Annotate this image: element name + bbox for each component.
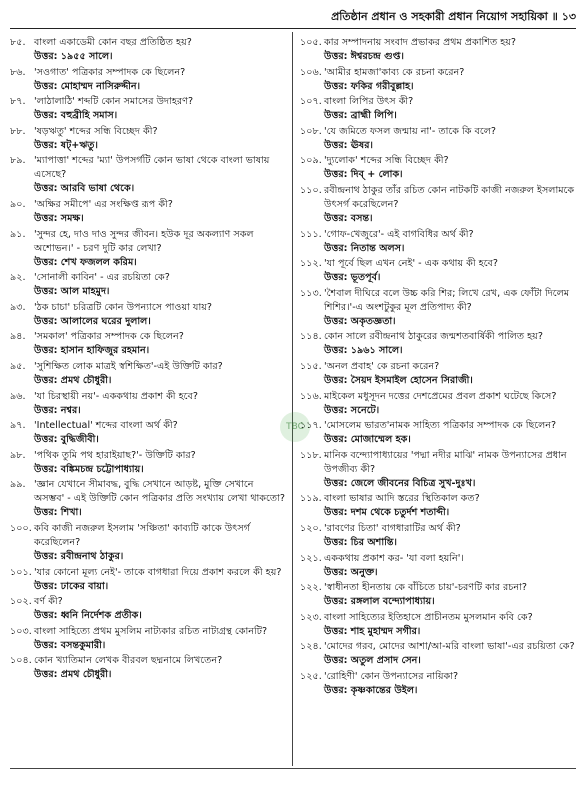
question-text: 'দ্যুলোক' শব্দের সন্ধি বিচ্ছেদ কী?	[324, 155, 449, 167]
question-number: ১০৭.	[300, 96, 322, 108]
question-text: 'সুন্দর হে, দাও দাও সুন্দর জীবন। হউক দূর অকল্যাণ সকল অশোভন।' - চরণ দুটি কার লেখা?	[34, 228, 254, 254]
question-number: ৯৯.	[10, 479, 26, 491]
answer-text: উত্তর: ফকির গরীবুল্লাহ।	[324, 80, 414, 92]
question-text: 'রাবণের চিতা' বাগধারাটির অর্থ কী?	[324, 522, 461, 534]
question-item	[300, 492, 576, 520]
answer-text: উত্তর: ঢাকের বায়া।	[34, 580, 109, 592]
question-row	[300, 184, 576, 212]
question-number: ১২৩.	[300, 611, 322, 623]
question-item	[300, 449, 576, 491]
question-row	[10, 36, 286, 50]
question-item	[10, 36, 286, 64]
answer-text: উত্তর: মোহাম্মদ নাসিরুদ্দীন।	[34, 80, 141, 92]
answer-text: উত্তর: ভূতপূর্ব।	[324, 272, 381, 284]
question-row	[300, 492, 576, 506]
answer-text: উত্তর: রবীন্দ্রনাথ ঠাকুর।	[34, 550, 124, 562]
question-item	[10, 522, 286, 564]
question-row	[10, 330, 286, 344]
answer-text: উত্তর: সমক্ষ।	[34, 212, 84, 224]
question-row	[300, 419, 576, 433]
question-number: ৮৯.	[10, 155, 26, 167]
question-item	[10, 301, 286, 329]
question-text: 'রোহিণী' কোন উপন্যাসের নায়িকা?	[324, 670, 459, 682]
question-number: ১১৩.	[300, 287, 322, 299]
question-number: ১০০.	[10, 522, 32, 534]
question-row	[10, 654, 286, 668]
answer-text: উত্তর: বুদ্ধিজীবী।	[34, 434, 99, 446]
question-row	[10, 271, 286, 285]
question-item	[10, 95, 286, 123]
question-number: ৯৬.	[10, 390, 26, 402]
question-item	[10, 625, 286, 653]
answer-text: উত্তর: নিতান্ত অলস।	[324, 242, 405, 254]
question-item	[300, 581, 576, 609]
question-item	[300, 125, 576, 153]
question-text: এককথায় প্রকাশ কর- 'যা বলা হয়নি'।	[324, 552, 464, 564]
question-row	[300, 611, 576, 625]
question-row	[10, 66, 286, 80]
question-text: 'জ্ঞান যেখানে সীমাবদ্ধ, বুদ্ধি সেখানে আড়ষ্ট, মুক্তি সেখানে অসম্ভব' - এই উক্তিটি কোন পত্রিকার প্রতি সংখ্যায় লেখা থাকতো?	[34, 479, 285, 505]
answer-text: উত্তর: নশ্বর।	[34, 404, 81, 416]
question-item	[10, 654, 286, 682]
question-item	[300, 522, 576, 550]
question-text: বাংলা লিপির উৎস কী?	[324, 96, 414, 108]
question-number: ১০১.	[10, 566, 32, 578]
question-item	[300, 36, 576, 64]
question-row	[300, 670, 576, 684]
answer-text: উত্তর: আরবি ভাষা থেকে।	[34, 183, 135, 195]
question-number: ৯৪.	[10, 331, 26, 343]
answer-text: উত্তর: আলালের ঘরের দুলাল।	[34, 315, 151, 327]
question-row	[10, 419, 286, 433]
question-item	[10, 228, 286, 270]
question-row	[300, 449, 576, 477]
question-text: 'সওগাত' পত্রিকার সম্পাদক কে ছিলেন?	[34, 66, 186, 78]
question-item	[10, 66, 286, 94]
question-row	[10, 301, 286, 315]
question-row	[10, 228, 286, 256]
question-item	[300, 611, 576, 639]
question-text: কার সম্পাদনায় সংবাদ প্রভাকর প্রথম প্রকাশিত হয়?	[324, 37, 516, 48]
question-text: 'যা চিরস্থায়ী নয়'- এককথায় প্রকাশ কী হবে?	[34, 390, 198, 402]
answer-text: উত্তর: চির অশান্তি।	[324, 536, 397, 548]
question-row	[300, 581, 576, 595]
question-row	[300, 66, 576, 80]
question-text: 'সোনালী কাবিন' - এর রচয়িতা কে?	[34, 272, 170, 284]
question-text: 'আমীর হামজা'কাব্য কে রচনা করেন?	[324, 66, 465, 78]
question-row	[300, 390, 576, 404]
answer-text: উত্তর: শেখ ফজলল করিম।	[34, 256, 137, 268]
question-number: ৮৫.	[10, 37, 26, 48]
watermark-text: TBC	[286, 422, 304, 432]
question-row	[300, 360, 576, 374]
answer-text: উত্তর: সনেটে।	[324, 404, 380, 416]
question-item	[10, 125, 286, 153]
column-divider	[292, 32, 293, 766]
question-item	[300, 360, 576, 388]
question-row	[10, 95, 286, 109]
question-item	[10, 154, 286, 196]
question-item	[300, 390, 576, 418]
question-number: ১১৯.	[300, 493, 322, 505]
question-number: ১১০.	[300, 184, 322, 196]
answer-text: উত্তর: অতুল প্রসাদ সেন।	[324, 655, 421, 667]
bottom-rule	[10, 768, 576, 769]
answer-text: উত্তর: সৈয়দ ইসমাইল হোসেন সিরাজী।	[324, 374, 473, 386]
question-row	[10, 566, 286, 580]
watermark-logo	[280, 412, 310, 442]
question-item	[300, 95, 576, 123]
question-row	[300, 228, 576, 242]
question-text: 'গোফ-খেজুরে'- এই বাগবিধির অর্থ কী?	[324, 228, 474, 240]
question-number: ১০২.	[10, 596, 32, 608]
question-number: ১১১.	[300, 228, 322, 240]
answer-text: উত্তর: শিখা।	[34, 507, 82, 519]
answer-text: উত্তর: ষট্‌+ঋতু।	[34, 139, 98, 151]
question-text: বাংলা সাহিত্যে প্রথম মুসলিম নাট্যকার রচিত নাট্যগ্রন্থ কোনটি?	[34, 625, 268, 637]
question-number: ১২১.	[300, 552, 322, 564]
answer-text: উত্তর: অনুক্ত।	[324, 566, 378, 578]
answer-text: উত্তর: রঙ্গলাল বন্দ্যোপাধ্যায়।	[324, 596, 435, 608]
answer-text: উত্তর: শাহ মুহাম্মদ সগীর।	[324, 625, 421, 637]
question-row	[300, 552, 576, 566]
question-number: ১১৭.	[300, 420, 322, 432]
question-text: 'শৈবাল দীঘিরে বলে উচ্চ করি শির; লিখে রেখ, এক ফোঁটা দিলেম শিশির।'-এ অংশটুকুর মূল প্রতিপাদ্য কী?	[324, 287, 570, 313]
question-number: ১০৬.	[300, 66, 322, 78]
answer-text: উত্তর: বঙ্কিমচন্দ্র চট্টোপাধ্যায়।	[34, 463, 144, 475]
question-number: ১১২.	[300, 258, 322, 270]
answer-text: উত্তর: আল মাহমুদ।	[34, 286, 110, 298]
question-item	[300, 287, 576, 329]
question-number: ৮৬.	[10, 66, 26, 78]
question-item	[10, 478, 286, 520]
answer-text: উত্তর: ঊষর।	[324, 139, 373, 151]
question-text: বর্ণ কী?	[34, 596, 63, 608]
answer-text: উত্তর: হাসান হাফিজুর রহমান।	[34, 345, 150, 357]
answer-text: উত্তর: বহুব্রীহি সমাস।	[34, 110, 118, 122]
question-text: বাংলা একাডেমী কোন বছর প্রতিষ্ঠিত হয়?	[34, 37, 192, 48]
question-text: 'যে জমিতে ফসল জন্মায় না'- তাকে কি বলে?	[324, 125, 496, 137]
question-text: 'মোদের গরব, মোদের আশা/আ-মরি বাংলা ভাষা'-এর রচয়িতা কে?	[324, 641, 575, 653]
question-item	[300, 552, 576, 580]
question-row	[10, 449, 286, 463]
question-text: মাইকেল মধুসূদন দত্তের দেশপ্রেমের প্রবল প্রকাশ ঘটেছে কিসে?	[324, 390, 557, 402]
question-item	[300, 330, 576, 358]
question-row	[10, 625, 286, 639]
question-item	[300, 419, 576, 447]
question-text: 'যা পূর্বে ছিল এখন নেই' - এক কথায় কী হবে?	[324, 258, 498, 270]
question-row	[300, 154, 576, 168]
question-number: ১০৯.	[300, 155, 322, 167]
question-number: ১১৫.	[300, 360, 322, 372]
question-text: রবীন্দ্রনাথ ঠাকুর তাঁর রচিত কোন নাটকটি কাজী নজরুল ইসলামকে উৎসর্গ করেছিলেন?	[324, 184, 575, 210]
question-item	[10, 595, 286, 623]
question-row	[10, 478, 286, 506]
question-text: 'ঠক চাচা' চরিত্রটি কোন উপন্যাসে পাওয়া যায়?	[34, 301, 212, 313]
question-row	[300, 287, 576, 315]
answer-text: উত্তর: ধ্বনি নির্দেশক প্রতীক।	[34, 610, 142, 622]
question-item	[300, 670, 576, 698]
question-number: ৮৮.	[10, 125, 26, 137]
question-item	[10, 360, 286, 388]
question-number: ১২৫.	[300, 670, 322, 682]
answer-text: উত্তর: ১৯৫৫ সালে।	[34, 51, 113, 62]
answer-text: উত্তর: দিব্‌ + লোক।	[324, 169, 403, 181]
question-item	[300, 257, 576, 285]
question-item	[300, 228, 576, 256]
question-text: 'অনল প্রবাহ' কে রচনা করেন?	[324, 360, 440, 372]
question-number: ৯৫.	[10, 360, 26, 372]
question-item	[10, 198, 286, 226]
question-number: ১০৩.	[10, 625, 32, 637]
question-number: ১১৮.	[300, 449, 322, 461]
page-header	[10, 6, 576, 29]
answer-text: উত্তর: প্রমথ চৌধুরী।	[34, 374, 112, 386]
question-text: মানিক বন্দ্যোপাধ্যায়ের 'পদ্মা নদীর মাঝি' নামক উপন্যাসের প্রধান উপজীব্য কী?	[324, 449, 567, 475]
question-number: ১১৪.	[300, 331, 322, 343]
question-item	[10, 566, 286, 594]
question-text: 'পথিক তুমি পথ হারাইয়াছ?'- উক্তিটি কার?	[34, 449, 196, 461]
question-number: ৯৮.	[10, 449, 26, 461]
question-number: ১০৮.	[300, 125, 322, 137]
page-header-title: প্রতিষ্ঠান প্রধান ও সহকারী প্রধান নিয়োগ সহায়িকা ॥ ১৩	[331, 10, 576, 23]
question-row	[300, 95, 576, 109]
question-number: ৯১.	[10, 228, 26, 240]
question-number: ১২৪.	[300, 641, 322, 653]
answer-text: উত্তর: মোজাম্মেল হক।	[324, 434, 411, 446]
answer-text: উত্তর: ১৯৬১ সালে।	[324, 345, 403, 357]
question-row	[10, 154, 286, 182]
question-number: ৯২.	[10, 272, 26, 284]
question-number: ৮৭.	[10, 96, 26, 108]
answer-text: উত্তর: জেলে জীবনের বিচিত্র সুখ-দুঃখ।	[324, 477, 476, 489]
question-text: বাংলা ভাষার আদি স্তরের স্থিতিকাল কত?	[324, 493, 480, 505]
question-item	[300, 184, 576, 226]
question-number: ১১৬.	[300, 390, 322, 402]
question-item	[10, 449, 286, 477]
question-row	[10, 522, 286, 550]
answer-text: উত্তর: ব্রাহ্মী লিপি।	[324, 110, 397, 122]
question-number: ৯৭.	[10, 420, 26, 432]
question-text: 'ষড়ঋতু' শব্দের সন্ধি বিচ্ছেদ কী?	[34, 125, 158, 137]
question-number: ৯০.	[10, 198, 26, 210]
answer-text: উত্তর: অকৃতজ্ঞতা।	[324, 315, 396, 327]
question-text: কোন সালে রবীন্দ্রনাথ ঠাকুরের জন্মশতবার্ষিকী পালিত হয়?	[324, 331, 543, 343]
question-item	[300, 66, 576, 94]
question-text: 'যার কোনো মূল্য নেই'- তাকে বাগধারা দিয়ে প্রকাশ করলে কী হয়?	[34, 566, 282, 578]
question-number: ১২০.	[300, 522, 322, 534]
question-item	[10, 271, 286, 299]
question-text: কবি কাজী নজরুল ইসলাম 'সঞ্চিতা' কাব্যটি কাকে উৎসর্গ করেছিলেন?	[34, 522, 250, 548]
question-text: 'ম্যাপাত্তা' শব্দের 'ম্যা' উপসর্গটি কোন ভাষা থেকে বাংলা ভাষায় এসেছে?	[34, 155, 270, 181]
question-row	[300, 640, 576, 654]
answer-text: উত্তর: বসন্তকুমারী।	[34, 639, 106, 651]
question-row	[10, 125, 286, 139]
question-item	[300, 640, 576, 668]
question-row	[10, 198, 286, 212]
question-text: 'লাঠালাঠি' শব্দটি কোন সমাসের উদাহরণ?	[34, 96, 194, 108]
question-number: ৯৩.	[10, 301, 26, 313]
question-item	[300, 154, 576, 182]
answer-text: উত্তর: দশম থেকে চতুর্দশ শতাব্দী।	[324, 507, 450, 519]
question-text: 'সুশিক্ষিত লোক মাত্রই স্বশিক্ষিত'-এই উক্তিটি কার?	[34, 360, 223, 372]
answer-text: উত্তর: বসন্ত।	[324, 212, 373, 224]
question-row	[300, 125, 576, 139]
question-row	[10, 595, 286, 609]
question-text: 'মোসলেম ভারত'নামক সাহিত্য পত্রিকার সম্পাদক কে ছিলেন?	[324, 420, 557, 432]
question-number: ১০৪.	[10, 655, 32, 667]
answer-text: উত্তর: কৃষ্ণকান্তের উইল।	[324, 684, 418, 696]
question-number: ১০৫.	[300, 37, 322, 48]
question-text: বাংলা সাহিত্যের ইতিহাসে প্রাচীনতম মুসলমান কবি কে?	[324, 611, 533, 623]
left-column	[10, 36, 286, 766]
question-text: কোন খ্যাতিমান লেখক বীরবল ছদ্মনামে লিখতেন?	[34, 655, 223, 667]
question-row	[10, 390, 286, 404]
question-row	[300, 36, 576, 50]
answer-text: উত্তর: ঈশ্বরচন্দ্র গুপ্ত।	[324, 51, 404, 62]
answer-text: উত্তর: প্রমথ চৌধুরী।	[34, 669, 112, 681]
question-row	[10, 360, 286, 374]
question-text: 'স্বাধীনতা হীনতায় কে বাঁচিতে চায়'-চরণটি কার রচনা?	[324, 582, 527, 594]
question-row	[300, 522, 576, 536]
question-item	[10, 330, 286, 358]
question-item	[10, 390, 286, 418]
question-text: 'Intellectual' শব্দের বাংলা অর্থ কী?	[34, 420, 178, 432]
question-number: ১২২.	[300, 582, 322, 594]
question-item	[10, 419, 286, 447]
right-column	[300, 36, 576, 766]
question-text: 'সমকাল' পত্রিকার সম্পাদক কে ছিলেন?	[34, 331, 184, 343]
question-row	[300, 330, 576, 344]
question-text: 'অক্ষির সমীপে' এর সংক্ষিপ্ত রূপ কী?	[34, 198, 173, 210]
question-row	[300, 257, 576, 271]
